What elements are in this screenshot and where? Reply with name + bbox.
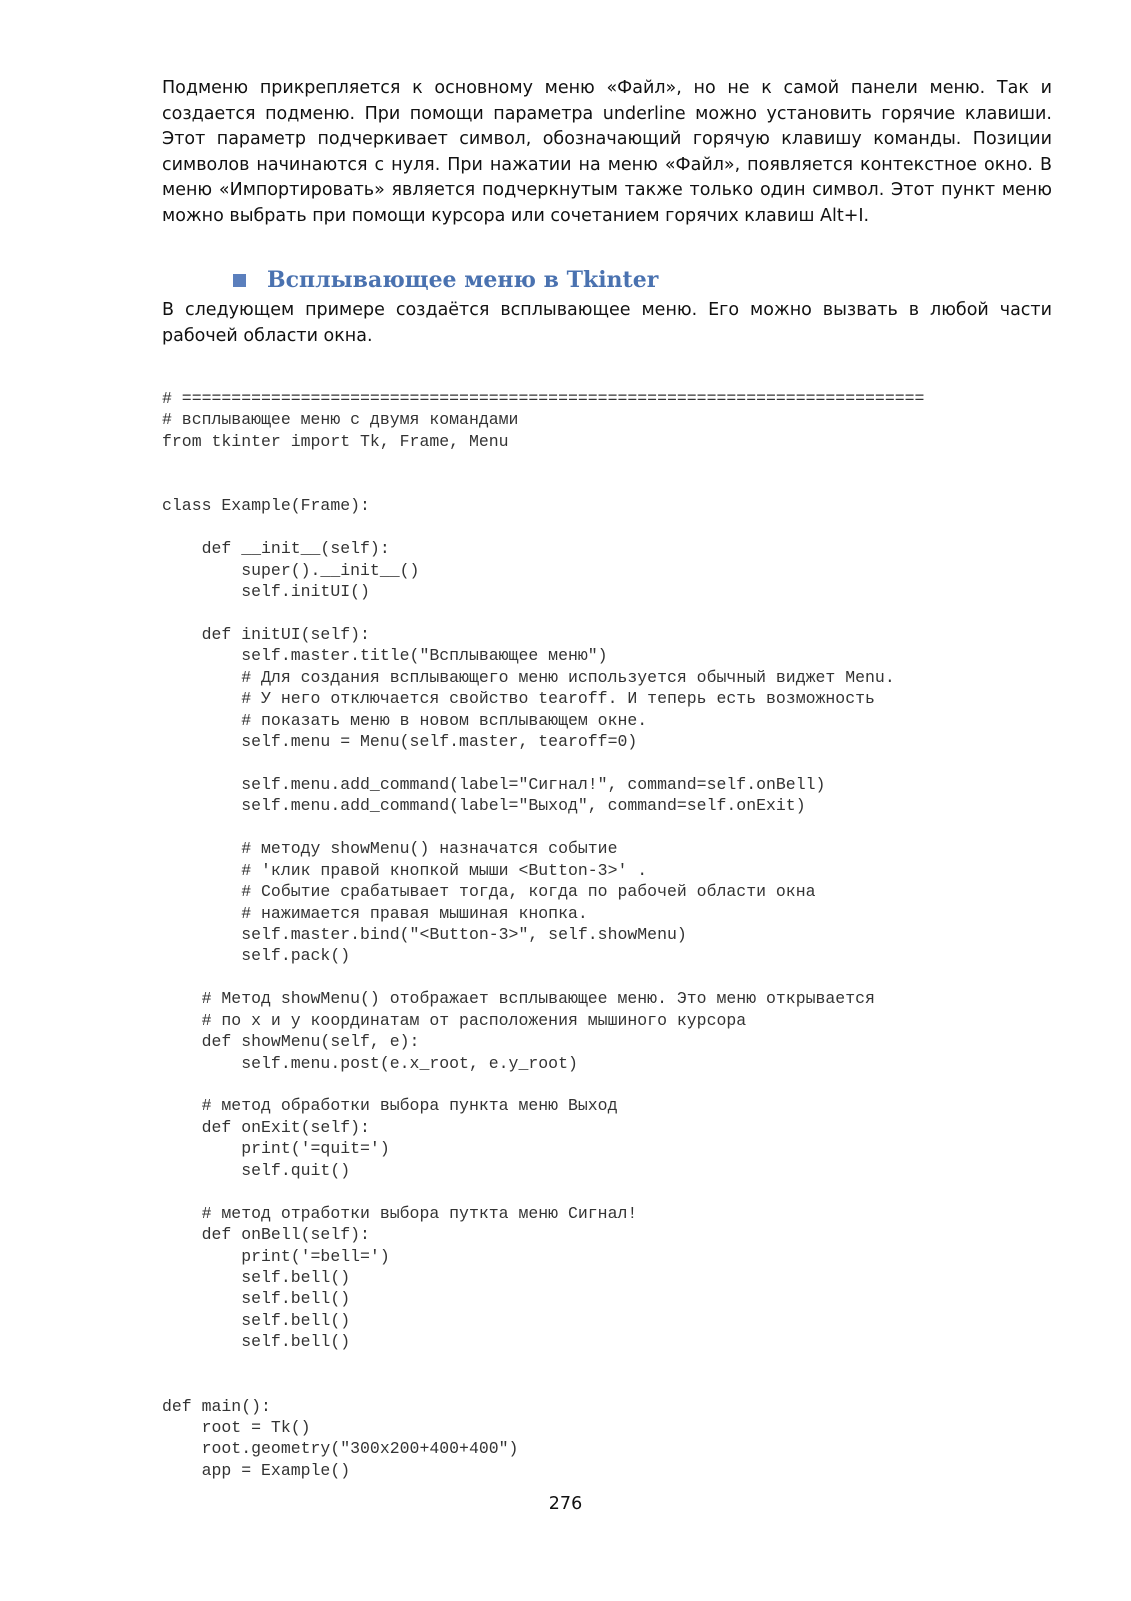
code-line: def onBell(self): — [162, 1225, 370, 1245]
intro-paragraph: Подменю прикрепляется к основному меню «Файл», но не к самой панели меню. Так и создается подменю. При помощи параметра underline можно установить горячие клавиши. Этот параметр подчеркивает символ, обозначающий горячую клавишу команды. Позиции символов начинаются с нуля. При нажатии на меню «Файл», появляется контекстное окно. В меню «Импортировать» является подчеркнутым также только один символ. Этот пункт меню можно выбрать при помощи курсора или сочетанием горячих клавиш Alt+I. — [162, 78, 1052, 226]
code-line — [162, 474, 924, 495]
code-line: self.master.bind("<Button-3>", self.showMenu) — [162, 924, 687, 944]
code-line: # Метод showMenu() отображает всплывающее меню. Это меню открывается — [162, 989, 875, 1009]
code-line: self.menu.post(e.x_root, e.y_root) — [162, 1053, 578, 1073]
code-line: super().__init__() — [162, 560, 420, 580]
code-line: class Example(Frame): — [162, 496, 370, 516]
code-line: # =========================================================================== — [162, 389, 925, 408]
code-line — [162, 602, 924, 623]
code-line: def main(): — [162, 1396, 271, 1416]
code-line: self.bell() — [162, 1332, 351, 1352]
code-line: self.menu = Menu(self.master, tearoff=0) — [162, 732, 638, 751]
popup-intro-paragraph: В следующем примере создаётся всплывающее меню. Его можно вызвать в любой части рабочей области окна. — [162, 300, 1052, 346]
code-line: self.master.title("Всплывающее меню") — [162, 646, 608, 666]
code-line: # методу showMenu() назначатся событие — [162, 839, 618, 859]
code-line: def initUI(self): — [162, 624, 370, 644]
code-line: # по x и y координатам от расположения мышиного курсора — [162, 1010, 747, 1030]
code-line — [162, 1074, 924, 1095]
code-line — [162, 1181, 924, 1202]
code-block — [162, 388, 924, 1481]
code-line: app = Example() — [162, 1460, 351, 1480]
square-bullet-icon — [233, 274, 246, 287]
code-line: self.bell() — [162, 1267, 351, 1287]
code-line: root = Tk() — [162, 1418, 311, 1437]
code-line: # метод отработки выбора путкта меню Сигнал! — [162, 1203, 638, 1223]
code-line: # нажимается правая мышиная кнопка. — [162, 903, 588, 923]
code-line: # Событие срабатывает тогда, когда по рабочей области окна — [162, 882, 816, 902]
section-title: Всплывающее меню в Tkinter — [267, 267, 659, 293]
code-line: self.pack() — [162, 946, 351, 966]
code-line — [162, 752, 924, 773]
code-line: from tkinter import Tk, Frame, Menu — [162, 431, 509, 451]
code-line: # метод обработки выбора пункта меню Выход — [162, 1096, 618, 1116]
page-number: 276 — [548, 1494, 583, 1514]
code-line: def showMenu(self, e): — [162, 1032, 420, 1052]
code-line: self.bell() — [162, 1289, 351, 1309]
code-line: print('=quit=') — [162, 1139, 390, 1159]
code-line — [162, 967, 924, 988]
section-heading — [233, 267, 658, 293]
code-line — [162, 817, 924, 838]
code-line: self.bell() — [162, 1310, 351, 1330]
code-line: # Для создания всплывающего меню используется обычный виджет Menu. — [162, 667, 895, 687]
code-line — [162, 517, 924, 538]
code-line: # 'клик правой кнопкой мыши <Button-3>' . — [162, 860, 648, 880]
code-line: root.geometry("300x200+400+400") — [162, 1439, 519, 1459]
code-line: # всплывающее меню с двумя командами — [162, 410, 519, 430]
code-line: def __init__(self): — [162, 539, 390, 559]
code-line — [162, 1374, 924, 1395]
code-line: self.quit() — [162, 1160, 351, 1180]
code-line — [162, 1353, 924, 1374]
code-line: self.initUI() — [162, 581, 370, 601]
code-line: def onExit(self): — [162, 1117, 370, 1137]
code-line: print('=bell=') — [162, 1246, 390, 1266]
code-line: self.menu.add_command(label="Сигнал!", command=self.onBell) — [162, 774, 826, 794]
code-line — [162, 452, 924, 473]
code-line: self.menu.add_command(label="Выход", command=self.onExit) — [162, 796, 806, 816]
code-line: # У него отключается свойство tearoff. И теперь есть возможность — [162, 689, 875, 709]
code-line: # показать меню в новом всплывающем окне. — [162, 710, 648, 730]
